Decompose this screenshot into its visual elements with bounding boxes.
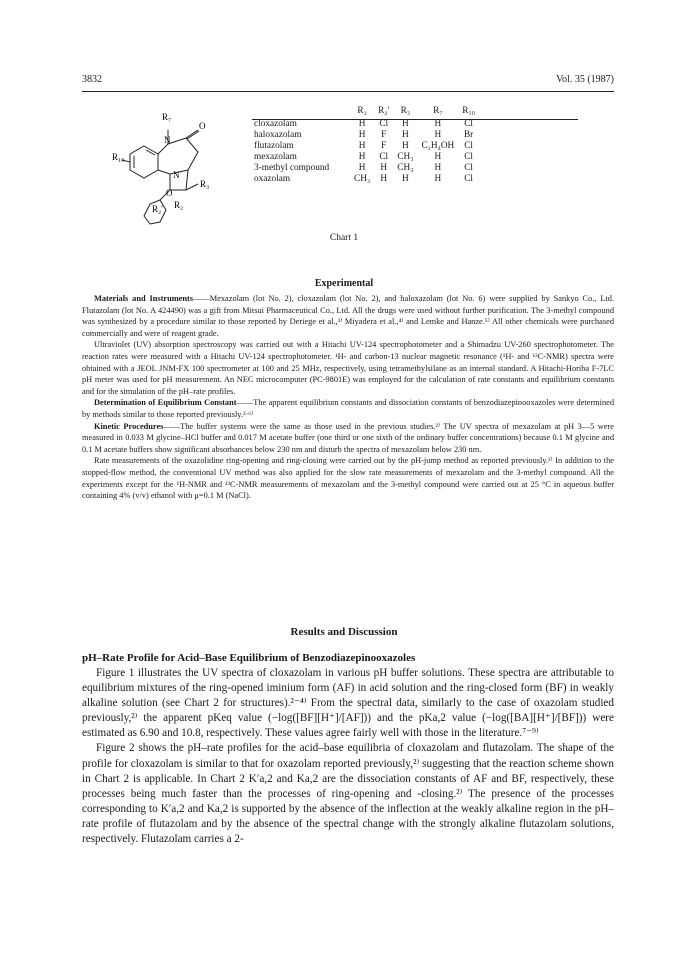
table-row [252, 152, 479, 163]
table-cell: F [381, 130, 387, 140]
table-cell: H [358, 141, 366, 151]
paragraph [82, 421, 614, 456]
volume-label: Vol. 35 (1987) [556, 74, 614, 85]
label-n1: N [164, 135, 171, 145]
results-body [82, 666, 614, 847]
table-cell: Cl [464, 174, 473, 184]
paragraph: Ultraviolet (UV) absorption spectroscopy was carried out with a Hitachi UV-124 spectrophotometer and a Shimadzu UV-260 spectrophotometer. The reaction rates were measured with a Hitachi UV-124 spectrophotometer. ¹H- and carbon-13 nuclear magnetic resonance (¹H- and ¹³C-NMR) spectra were obtained with a JEOL JNM-FX 100 spectrometer at 100 and 25 MHz, respectively, using tetramethylsilane as an internal standard. A Hitachi-Horiba F-7LC pH meter was used for pH measurement. An NEC microcomputer (PC-9801E) was employed for the calculation of rate constants and equilibrium constants and for the simulation of the pH–rate profiles. [82, 340, 614, 396]
table-cell: Br [463, 130, 474, 140]
table-header-rule [252, 119, 578, 120]
table-cell: CH₃ [397, 152, 414, 162]
table-row [252, 130, 479, 141]
table-cell: Cl [379, 152, 389, 162]
paragraph [82, 293, 614, 339]
experimental-heading: Experimental [314, 278, 374, 289]
table-cell: cloxazolam [254, 119, 297, 129]
running-header [82, 74, 614, 85]
table-cell: H [402, 141, 409, 151]
table-cell: F [381, 141, 387, 151]
label-o-ring: O [166, 188, 173, 198]
paragraph-text: ——The buffer systems were the same as those used in the previous studies.²⁾ The UV spectra of mexazolam at pH 3—5 were measured in 0.033 M glycine–HCl buffer and 0.017 M acetate buffer (one third or one sixth of the ordinary buffer concentrations) because 0.1 M glycine and 0.1 M acetate buffers show significant absorbances below 230 nm and disturb the spectra of mexazolam below 230 nm. [82, 421, 614, 454]
table-cell: H [380, 163, 388, 173]
table-cell: 3-methyl compound [254, 163, 330, 173]
section-subheading: pH–Rate Profile for Acid–Base Equilibrium of Benzodiazepinooxazoles [82, 652, 416, 664]
table-cell: Cl [464, 163, 473, 173]
table-cell: H [434, 174, 442, 184]
label-r3: R₃ [200, 179, 210, 189]
table-cell: H [402, 130, 409, 140]
page-number: 3832 [82, 74, 102, 85]
table-cell: H [358, 163, 366, 173]
table-cell: haloxazolam [254, 130, 302, 140]
table-cell: H [358, 152, 366, 162]
table-cell: Cl [464, 152, 473, 162]
table-row [252, 174, 479, 185]
chart-caption: Chart 1 [329, 233, 359, 243]
table-header-cell: R₃ [400, 105, 411, 116]
table-header-cell: R₁₀ [462, 105, 475, 116]
table-cell: mexazolam [254, 152, 297, 162]
substituent-table [252, 103, 479, 185]
run-in-heading: Materials and Instruments [94, 294, 194, 303]
label-o-carbonyl: O [199, 121, 206, 131]
table-row [252, 141, 479, 152]
run-in-heading: Determination of Equilibrium Constant [94, 398, 237, 408]
table-header-row [252, 103, 479, 119]
table-cell: CH₃ [354, 174, 371, 184]
table-cell: Cl [464, 119, 473, 129]
run-in-heading: Kinetic Procedures [94, 421, 164, 431]
paragraph: Rate measurements of the oxazolidine ring-opening and ring-closing were carried out by the pH-jump method as reported previously.²⁾ In addition to the stopped-flow method, the conventional UV method was also applied for the slow rate measurements of mexazolam and the 3-methyl compound. All the experiments except for the ¹H-NMR and ¹³C-NMR measurements of mexazolam and the 3-methyl compound were carried out at 25 °C in aqueous buffer containing 4% (v/v) ethanol with μ=0.1 M (NaCl). [82, 456, 614, 501]
table-row [252, 163, 479, 174]
experimental-section [82, 293, 614, 502]
table-row [252, 119, 479, 130]
label-r2: R₂ [174, 200, 184, 210]
table-cell: H [434, 152, 442, 162]
table-cell: Cl [379, 119, 389, 129]
table-cell: H [380, 174, 388, 184]
paragraph-text: ——The apparent equilibrium constants and dissociation constants of benzodiazepinooxazoles were determined by methods similar to those reported previously.²·⁶⁾ [82, 398, 614, 419]
results-heading: Results and Discussion [290, 626, 398, 638]
table-cell: Cl [464, 141, 473, 151]
table-cell: H [434, 130, 442, 140]
paragraph-text: ——Mexazolam (lot No. 2), cloxazolam (lot No. 2), and haloxazolam (lot No. 6) were supplied by Sankyo Co., Ltd. Flutazolam (lot No. A 424490) was a gift from Mitsui Pharmaceutical Co., Ltd. All the drugs were used without further purification. The 3-methyl compound was synthesized by a procedure similar to those reported by Deriege et al.,³⁾ Miyadera et al.,⁴⁾ and Lemke and Hanze.⁵⁾ All other chemicals were purchased commercially and were of reagent grade. [82, 294, 614, 338]
label-r7: R₇ [162, 112, 172, 122]
table-cell: H [402, 174, 409, 184]
chemical-structure [112, 108, 252, 226]
label-n4: N [173, 170, 180, 180]
table-cell: H [434, 119, 442, 129]
paragraph: Figure 2 shows the pH–rate profiles for the acid–base equilibria of cloxazolam and flutazolam. The shape of the profile for cloxazolam is similar to that for oxazolam reported previously,²⁾ suggesting that the reaction scheme shown in Chart 2 is applicable. In Chart 2 K′a,2 and Ka,2 are the dissociation constants of AF and BF, respectively, these processes being much faster than the processes of ring-opening and -closing.²⁾ The presence of the processes corresponding to K′a,2 and Ka,2 is supported by the absence of the inflection at the weakly alkaline region in the pH–rate profile of flutazolam and by the absence of the spectral change with the strongly alkaline flutazolam solutions, respectively. Flutazolam carries a 2- [82, 742, 614, 846]
label-r2-prime: R₂' [152, 204, 163, 214]
table-cell: flutazolam [254, 141, 294, 151]
table-cell: CH₃ [397, 163, 414, 173]
table-header-cell: R₂ [357, 105, 367, 116]
paragraph [82, 397, 614, 420]
table-header-cell: R₂' [378, 105, 390, 116]
table-cell: C₂H₄OH [421, 141, 455, 151]
table-cell: H [358, 119, 366, 129]
table-header-cell: R₇ [433, 105, 443, 116]
table-cell: H [402, 119, 409, 129]
table-cell: H [434, 163, 442, 173]
table-cell: H [358, 130, 366, 140]
label-r10: R₁₀ [112, 152, 125, 162]
table-cell: oxazolam [254, 174, 291, 184]
header-rule [82, 91, 614, 92]
table-header-cell [252, 103, 350, 119]
paragraph: Figure 1 illustrates the UV spectra of cloxazolam in various pH buffer solutions. These spectra are attributable to equilibrium mixtures of the ring-opened iminium form (AF) in acid solution and the ring-closed form (BF) in weakly alkaline solution (see Chart 2 for structures).²⁻⁴⁾ From the spectral data, similarly to the case of oxazolam studied previously,²⁾ the apparent pKeq value (−log([BF][H⁺]/[AF])) and the pKa,2 value (−log([BA][H⁺]/[BF])) were estimated as 6.90 and 10.8, respectively. These values agree fairly well with those in the literature.⁷⁻⁹⁾ [82, 667, 614, 740]
